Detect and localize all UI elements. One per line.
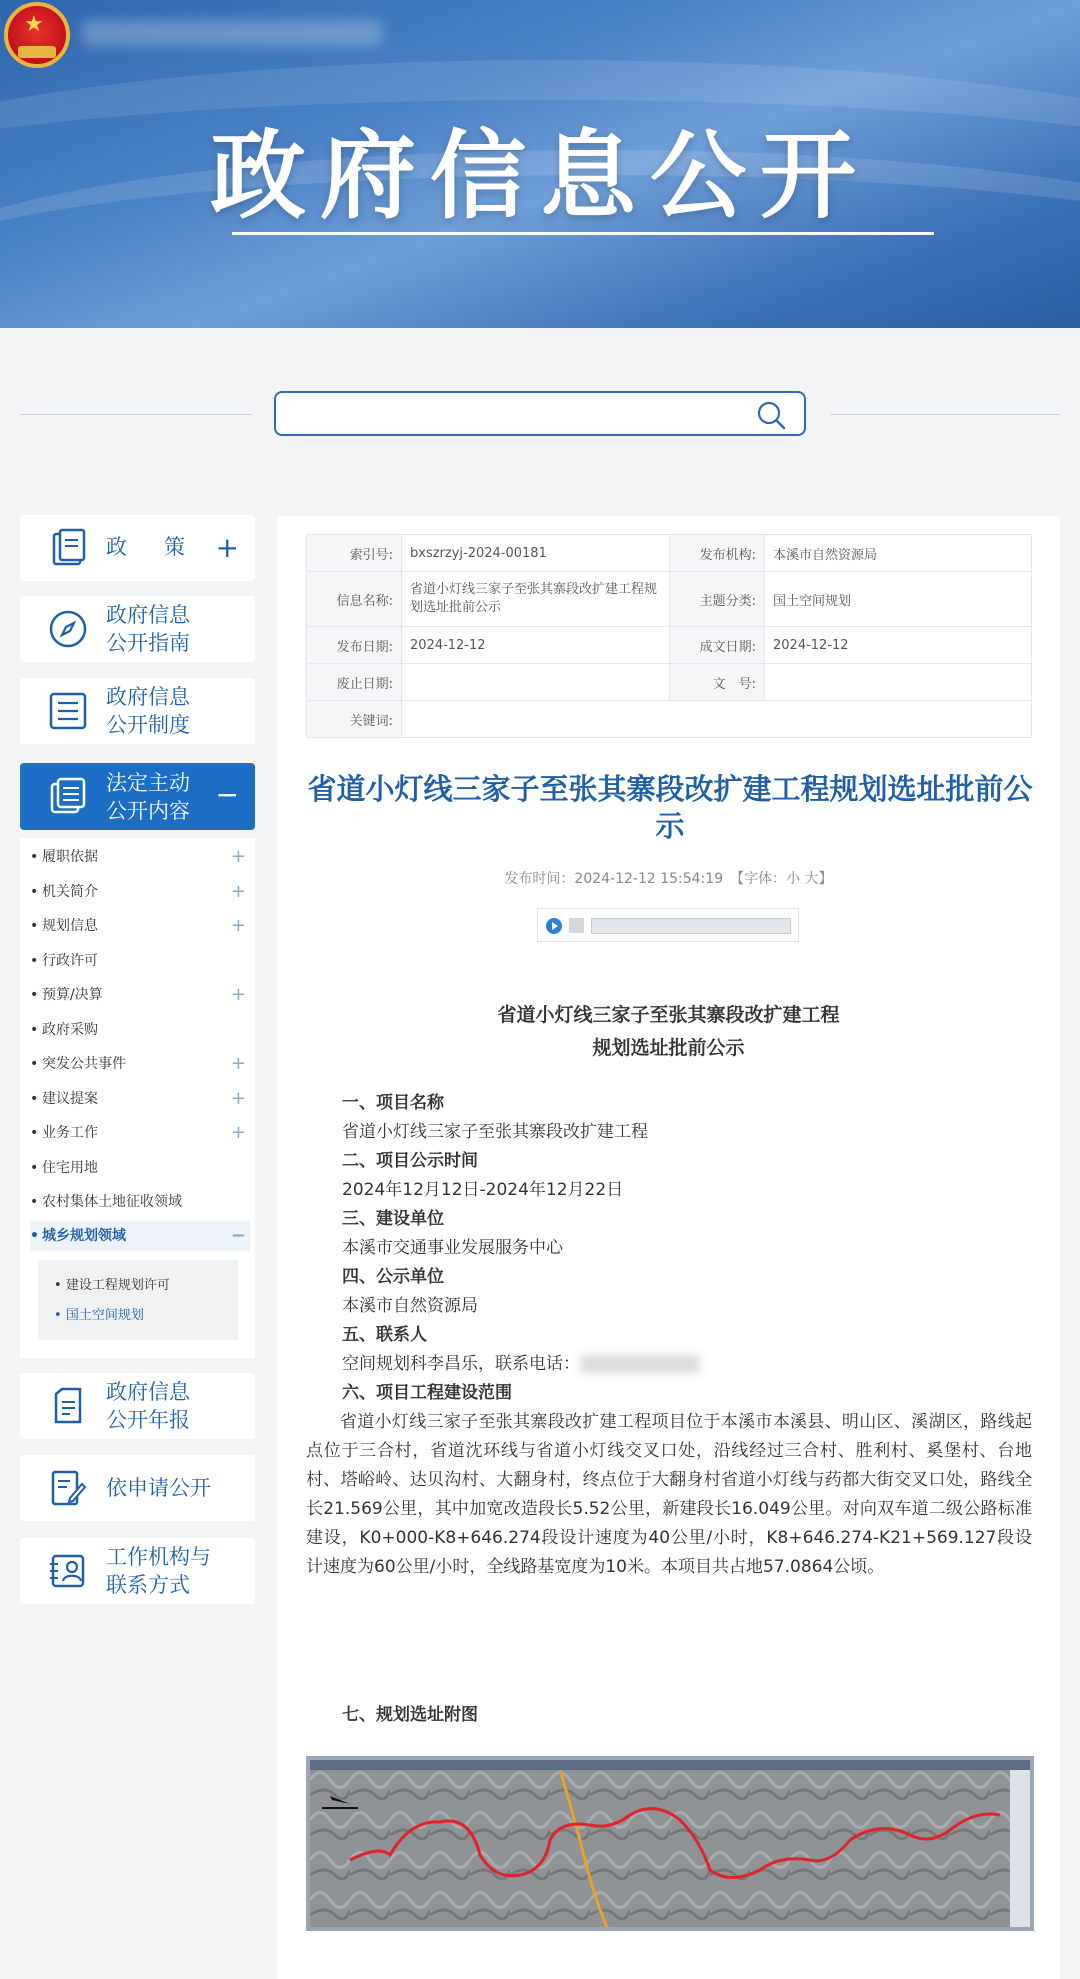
subnav-item[interactable]: • 突发公共事件 + [30,1049,250,1079]
sidebar-item-label: 法定主动 公开内容 [106,771,190,823]
title-underline [232,232,934,235]
expand-icon: + [230,915,246,936]
map-header [310,1760,1030,1770]
expand-icon: + [230,881,246,902]
subnav-item[interactable]: • 规划信息 + [30,911,250,941]
subnav-item[interactable]: • 机关简介 + [30,877,250,907]
collapse-icon: − [230,1225,246,1246]
section-text: 2024年12月12日-2024年12月22日 [342,1180,624,1200]
search-icon[interactable] [756,400,786,430]
map-image [310,1760,1034,1931]
section-heading: 六、项目工程建设范围 [342,1383,512,1403]
stop-icon[interactable] [569,918,584,933]
section-heading: 七、规划选址附图 [342,1705,478,1725]
header-banner [0,0,1080,328]
sidebar-item-contact[interactable] [20,1538,255,1604]
divider [830,414,1060,415]
section-heading: 四、公示单位 [342,1267,444,1287]
sidebar-item-label: 政府信息 公开指南 [106,603,190,655]
expand-icon: + [230,984,246,1005]
metadata-table [306,534,1032,738]
report-icon [48,1386,88,1426]
meta-value [402,701,1032,738]
star-icon: ★ [24,12,44,37]
page-title: 政府信息公开 [210,120,870,232]
document-title-line2: 规划选址批前公示 [592,1037,745,1059]
collapse-icon[interactable]: − [215,778,239,811]
section-text: 空间规划科李昌乐，联系电话： [342,1350,700,1379]
meta-label: 关键词: [307,701,402,738]
expand-icon: + [230,846,246,867]
sidebar-item-label: 政府信息 公开年报 [106,1380,190,1432]
subnav-item[interactable]: • 建议提案 + [30,1084,250,1114]
site-name-blurred [82,20,382,46]
document-title-line1: 省道小灯线三家子至张其寨段改扩建工程 [497,1004,840,1026]
subnav-list [20,838,255,1358]
section-text: 本溪市交通事业发展服务中心 [342,1238,563,1258]
audio-progress-bar[interactable] [591,918,791,934]
meta-label: 文 号: [670,664,765,701]
sidebar-item-label: 工作机构与 联系方式 [106,1545,211,1597]
search-input[interactable] [274,391,806,436]
meta-value: 本溪市自然资源局 [765,535,1032,572]
edit-document-icon [48,1468,88,1508]
redacted-phone [580,1354,700,1374]
section-heading: 五、联系人 [342,1325,427,1345]
sidebar-item-annual-report[interactable] [20,1373,255,1439]
subnav-item[interactable]: • 履职依据 + [30,842,250,872]
subnav-item[interactable]: • 业务工作 + [30,1118,250,1148]
article-panel [277,516,1060,1979]
sidebar-item-active-disclosure[interactable] [20,763,255,830]
meta-label: 信息名称: [307,572,402,627]
subnav-child-item[interactable]: • 建设工程规划许可 [54,1278,170,1293]
site-location-map [306,1756,1034,1931]
subnav-item[interactable]: • 住宅用地 [30,1160,98,1176]
expand-icon: + [230,1088,246,1109]
sidebar-item-policy[interactable] [20,515,255,581]
section-heading: 二、项目公示时间 [342,1151,478,1171]
article-title: 省道小灯线三家子至张其寨段改扩建工程规划选址批前公示 [307,772,1033,843]
divider [20,414,252,415]
expand-icon: + [230,1053,246,1074]
section-text: 省道小灯线三家子至张其寨段改扩建工程项目位于本溪市本溪县、明山区、溪湖区，路线起点位于三合村，省道沈环线与省道小灯线交叉口处，沿线经过三合村、胜利村、奚堡村、台地村、塔峪岭、达贝沟村、大翻身村，终点位于大翻身村省道小灯线与药都大街交叉口处，路线全长21.569公里，其中加宽改造段长5.52公里，新建段长16.049公里。对向双车道二级公路标准建设，K0+000-K8+646.274段设计速度为40公里/小时，K8+646.274-K21+569.127段设计速度为60公里/小时，全线路基宽度为10米。本项目共占地57.0864公顷。 [306,1412,1032,1577]
subnav-item[interactable]: • 预算/决算 + [30,980,250,1010]
section-text: 本溪市自然资源局 [342,1296,478,1316]
meta-value: bxszrzyj-2024-00181 [402,535,670,572]
sidebar-item-system[interactable] [20,678,255,744]
sidebar-item-label: 政 策 [106,535,193,559]
audio-player [537,908,799,942]
subnav-children [38,1260,238,1340]
publish-info: 发布时间：2024-12-12 15:54:19 【字体：小 大】 [504,871,833,887]
meta-value: 省道小灯线三家子至张其寨段改扩建工程规划选址批前公示 [402,572,670,627]
expand-icon: + [230,1122,246,1143]
meta-label: 废止日期: [307,664,402,701]
sidebar-item-guide[interactable] [20,596,255,662]
meta-value [402,664,670,701]
meta-label: 发布机构: [670,535,765,572]
meta-label: 成文日期: [670,627,765,664]
compass-icon [48,609,88,649]
subnav-item[interactable]: • 农村集体土地征收领域 [30,1194,182,1210]
contact-card-icon [48,1551,88,1591]
play-icon[interactable] [546,918,562,934]
section-heading: 三、建设单位 [342,1209,444,1229]
subnav-item[interactable]: • 行政许可 [30,953,98,969]
meta-label: 主题分类: [670,572,765,627]
subnav-child-item-selected[interactable]: • 国土空间规划 [54,1308,144,1323]
subnav-item[interactable]: • 政府采购 [30,1022,98,1038]
meta-label: 索引号: [307,535,402,572]
subnav-item-selected[interactable]: • 城乡规划领域 − [30,1221,250,1251]
expand-icon[interactable]: + [215,531,239,564]
list-icon [48,691,88,731]
section-text: 省道小灯线三家子至张其寨段改扩建工程 [342,1122,648,1142]
section-heading: 一、项目名称 [342,1093,444,1113]
sidebar-item-label: 依申请公开 [106,1476,211,1500]
meta-value [765,664,1032,701]
meta-value: 2024-12-12 [765,627,1032,664]
document-list-icon [48,776,88,816]
sidebar-item-apply[interactable] [20,1455,255,1521]
sidebar-item-label: 政府信息 公开制度 [106,685,190,737]
meta-value: 2024-12-12 [402,627,670,664]
national-emblem-icon [4,2,70,68]
book-icon [48,528,88,568]
meta-value: 国土空间规划 [765,572,1032,627]
meta-label: 发布日期: [307,627,402,664]
